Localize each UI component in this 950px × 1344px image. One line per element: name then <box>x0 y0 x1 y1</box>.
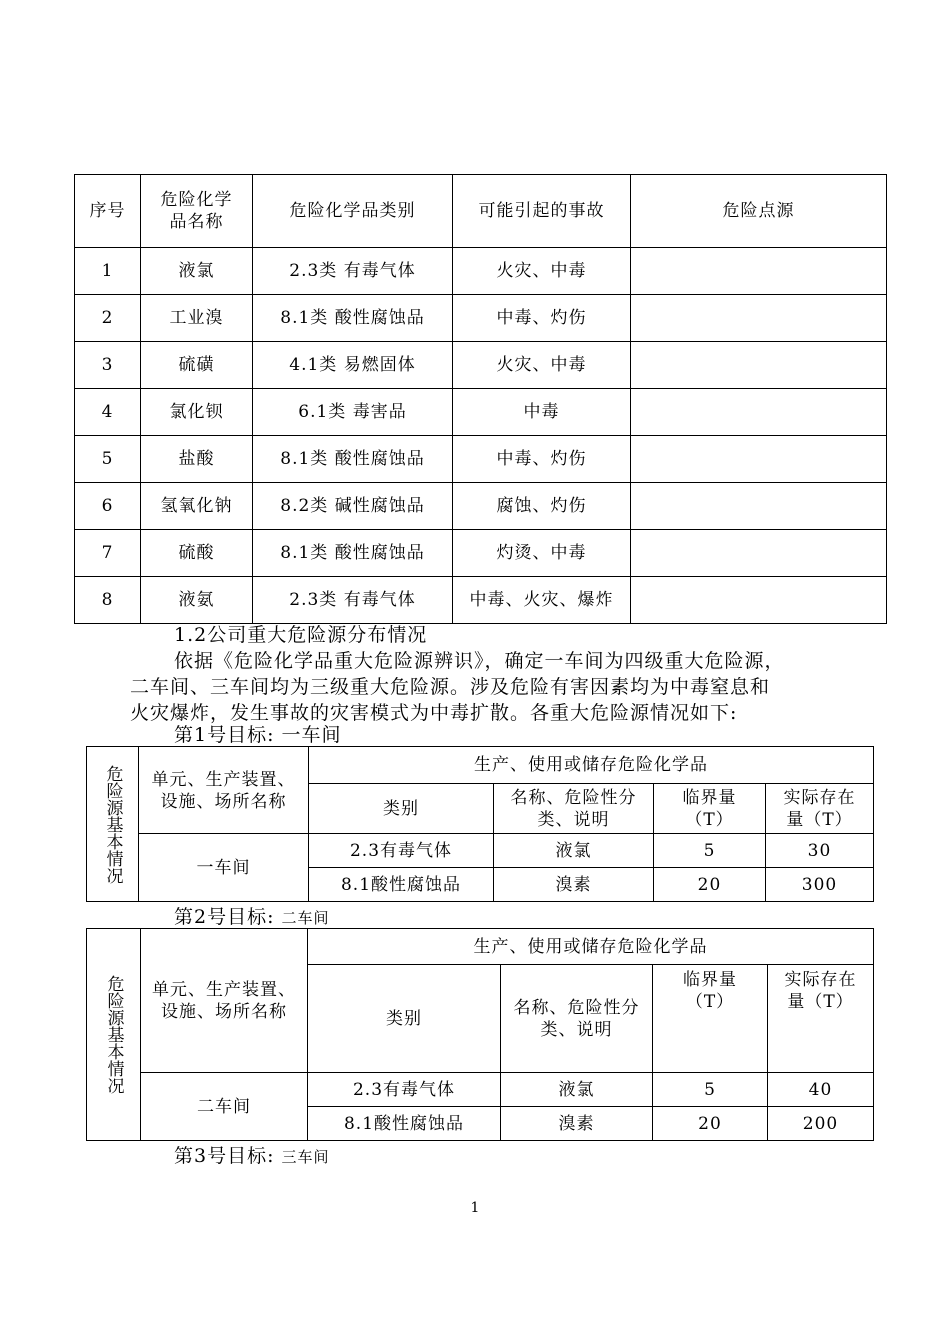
col-header: 类别 <box>309 784 494 834</box>
table-row <box>75 436 887 483</box>
unit-header: 单元、生产装置、设施、场所名称 <box>151 770 296 812</box>
table-cell <box>631 530 887 577</box>
paragraph-line: 火灾爆炸，发生事故的灾害模式为中毒扩散。各重大危险源情况如下: <box>130 702 738 724</box>
table-row <box>87 834 874 868</box>
table-cell <box>631 342 887 389</box>
table-cell: 液氯 <box>494 834 654 868</box>
header-cell: 危险点源 <box>631 175 887 248</box>
side-label: 危险源基本情况 <box>103 975 124 1094</box>
table-cell: 200 <box>768 1107 874 1141</box>
unit-cell: 二车间 <box>141 1073 308 1141</box>
table-cell: 溴素 <box>494 868 654 902</box>
table-cell: 灼烫、中毒 <box>453 530 631 577</box>
target-name: 二车间 <box>281 909 330 927</box>
unit-cell: 一车间 <box>139 834 309 902</box>
col-header: 名称、危险性分类、说明 <box>494 784 654 834</box>
table-cell: 中毒 <box>453 389 631 436</box>
table-row <box>75 483 887 530</box>
table-row <box>87 747 874 784</box>
col-header: 名称、危险性分类、说明 <box>501 965 653 1073</box>
table-cell: 8.2类 碱性腐蚀品 <box>253 483 453 530</box>
table-row <box>75 577 887 624</box>
table-cell: 2.3有毒气体 <box>308 1073 501 1107</box>
col-header: 实际存在量（T） <box>766 784 874 834</box>
table-cell: 4 <box>75 389 141 436</box>
table-cell: 2.3类 有毒气体 <box>253 577 453 624</box>
target-label: 第1号目标: <box>174 724 275 746</box>
table-cell: 硫酸 <box>141 530 253 577</box>
table-cell: 8.1类 酸性腐蚀品 <box>253 295 453 342</box>
table-cell: 液氨 <box>141 577 253 624</box>
table-cell: 3 <box>75 342 141 389</box>
table-row <box>87 929 874 965</box>
table-cell: 火灾、中毒 <box>453 248 631 295</box>
header-cell: 危险化学品名称 <box>141 175 253 248</box>
unit-header-cell <box>141 929 308 1073</box>
table-cell: 溴素 <box>501 1107 653 1141</box>
side-label-cell <box>87 929 141 1141</box>
target-name: 一车间 <box>281 724 342 746</box>
table-cell: 中毒、灼伤 <box>453 436 631 483</box>
target-1-heading <box>174 722 342 748</box>
table-cell: 2.3类 有毒气体 <box>253 248 453 295</box>
target-label: 第3号目标: <box>174 1145 275 1167</box>
table-cell: 硫磺 <box>141 342 253 389</box>
table-cell: 30 <box>766 834 874 868</box>
target-2-heading <box>174 904 330 931</box>
table-row <box>75 248 887 295</box>
table-cell <box>631 483 887 530</box>
target-1-table <box>86 746 874 902</box>
table-cell <box>631 295 887 342</box>
table-cell: 1 <box>75 248 141 295</box>
table-cell: 5 <box>75 436 141 483</box>
table-cell <box>631 248 887 295</box>
table-cell: 6.1类 毒害品 <box>253 389 453 436</box>
table-cell <box>631 577 887 624</box>
col-header: 实际存在量（T） <box>768 965 874 1073</box>
table-row <box>75 295 887 342</box>
table-cell: 20 <box>653 1107 768 1141</box>
paragraph-line: 二车间、三车间均为三级重大危险源。涉及危险有害因素均为中毒窒息和 <box>130 676 771 698</box>
target-label: 第2号目标: <box>174 906 275 928</box>
table-cell: 8.1类 酸性腐蚀品 <box>253 530 453 577</box>
table-header-row <box>75 175 887 248</box>
hazardous-chemicals-table <box>74 174 887 624</box>
page-number: 1 <box>470 1200 480 1216</box>
header-cell: 序号 <box>75 175 141 248</box>
table-cell: 氯化钡 <box>141 389 253 436</box>
table-cell: 中毒、灼伤 <box>453 295 631 342</box>
table-cell: 5 <box>654 834 766 868</box>
col-header: 临界量（T） <box>653 965 768 1073</box>
table-cell: 腐蚀、灼伤 <box>453 483 631 530</box>
table-cell: 8.1酸性腐蚀品 <box>309 868 494 902</box>
table-cell: 盐酸 <box>141 436 253 483</box>
table-cell: 5 <box>653 1073 768 1107</box>
header-cell: 危险化学品类别 <box>253 175 453 248</box>
table-cell: 火灾、中毒 <box>453 342 631 389</box>
table-cell: 8 <box>75 577 141 624</box>
table-cell <box>631 389 887 436</box>
col-header: 类别 <box>308 965 501 1073</box>
group-header: 生产、使用或储存危险化学品 <box>308 929 874 965</box>
table-cell: 300 <box>766 868 874 902</box>
table-cell: 氢氧化钠 <box>141 483 253 530</box>
group-header: 生产、使用或储存危险化学品 <box>309 747 874 784</box>
table-cell: 20 <box>654 868 766 902</box>
table-cell: 2.3有毒气体 <box>309 834 494 868</box>
target-3-heading <box>174 1143 330 1170</box>
table-cell: 液氯 <box>141 248 253 295</box>
table-cell: 40 <box>768 1073 874 1107</box>
table-cell: 8.1类 酸性腐蚀品 <box>253 436 453 483</box>
table-cell: 7 <box>75 530 141 577</box>
side-label-cell <box>87 747 139 902</box>
table-cell <box>631 436 887 483</box>
table-cell: 液氯 <box>501 1073 653 1107</box>
table-row <box>87 1073 874 1107</box>
target-name: 三车间 <box>281 1148 330 1166</box>
unit-header: 单元、生产装置、设施、场所名称 <box>152 979 296 1022</box>
table-row <box>75 530 887 577</box>
table-cell: 6 <box>75 483 141 530</box>
side-label: 危险源基本情况 <box>102 764 123 884</box>
table-row <box>75 342 887 389</box>
table-cell: 中毒、火灾、爆炸 <box>453 577 631 624</box>
paragraph-line: 依据《危险化学品重大危险源辨识》，确定一车间为四级重大危险源， <box>174 650 785 672</box>
table-row <box>75 389 887 436</box>
section-heading: 1.2公司重大危险源分布情况 <box>174 624 428 646</box>
target-2-table <box>86 928 874 1141</box>
table-cell: 2 <box>75 295 141 342</box>
col-header: 临界量（T） <box>654 784 766 834</box>
table-cell: 8.1酸性腐蚀品 <box>308 1107 501 1141</box>
table-cell: 4.1类 易燃固体 <box>253 342 453 389</box>
header-cell: 可能引起的事故 <box>453 175 631 248</box>
table-cell: 工业溴 <box>141 295 253 342</box>
unit-header-cell <box>139 747 309 834</box>
